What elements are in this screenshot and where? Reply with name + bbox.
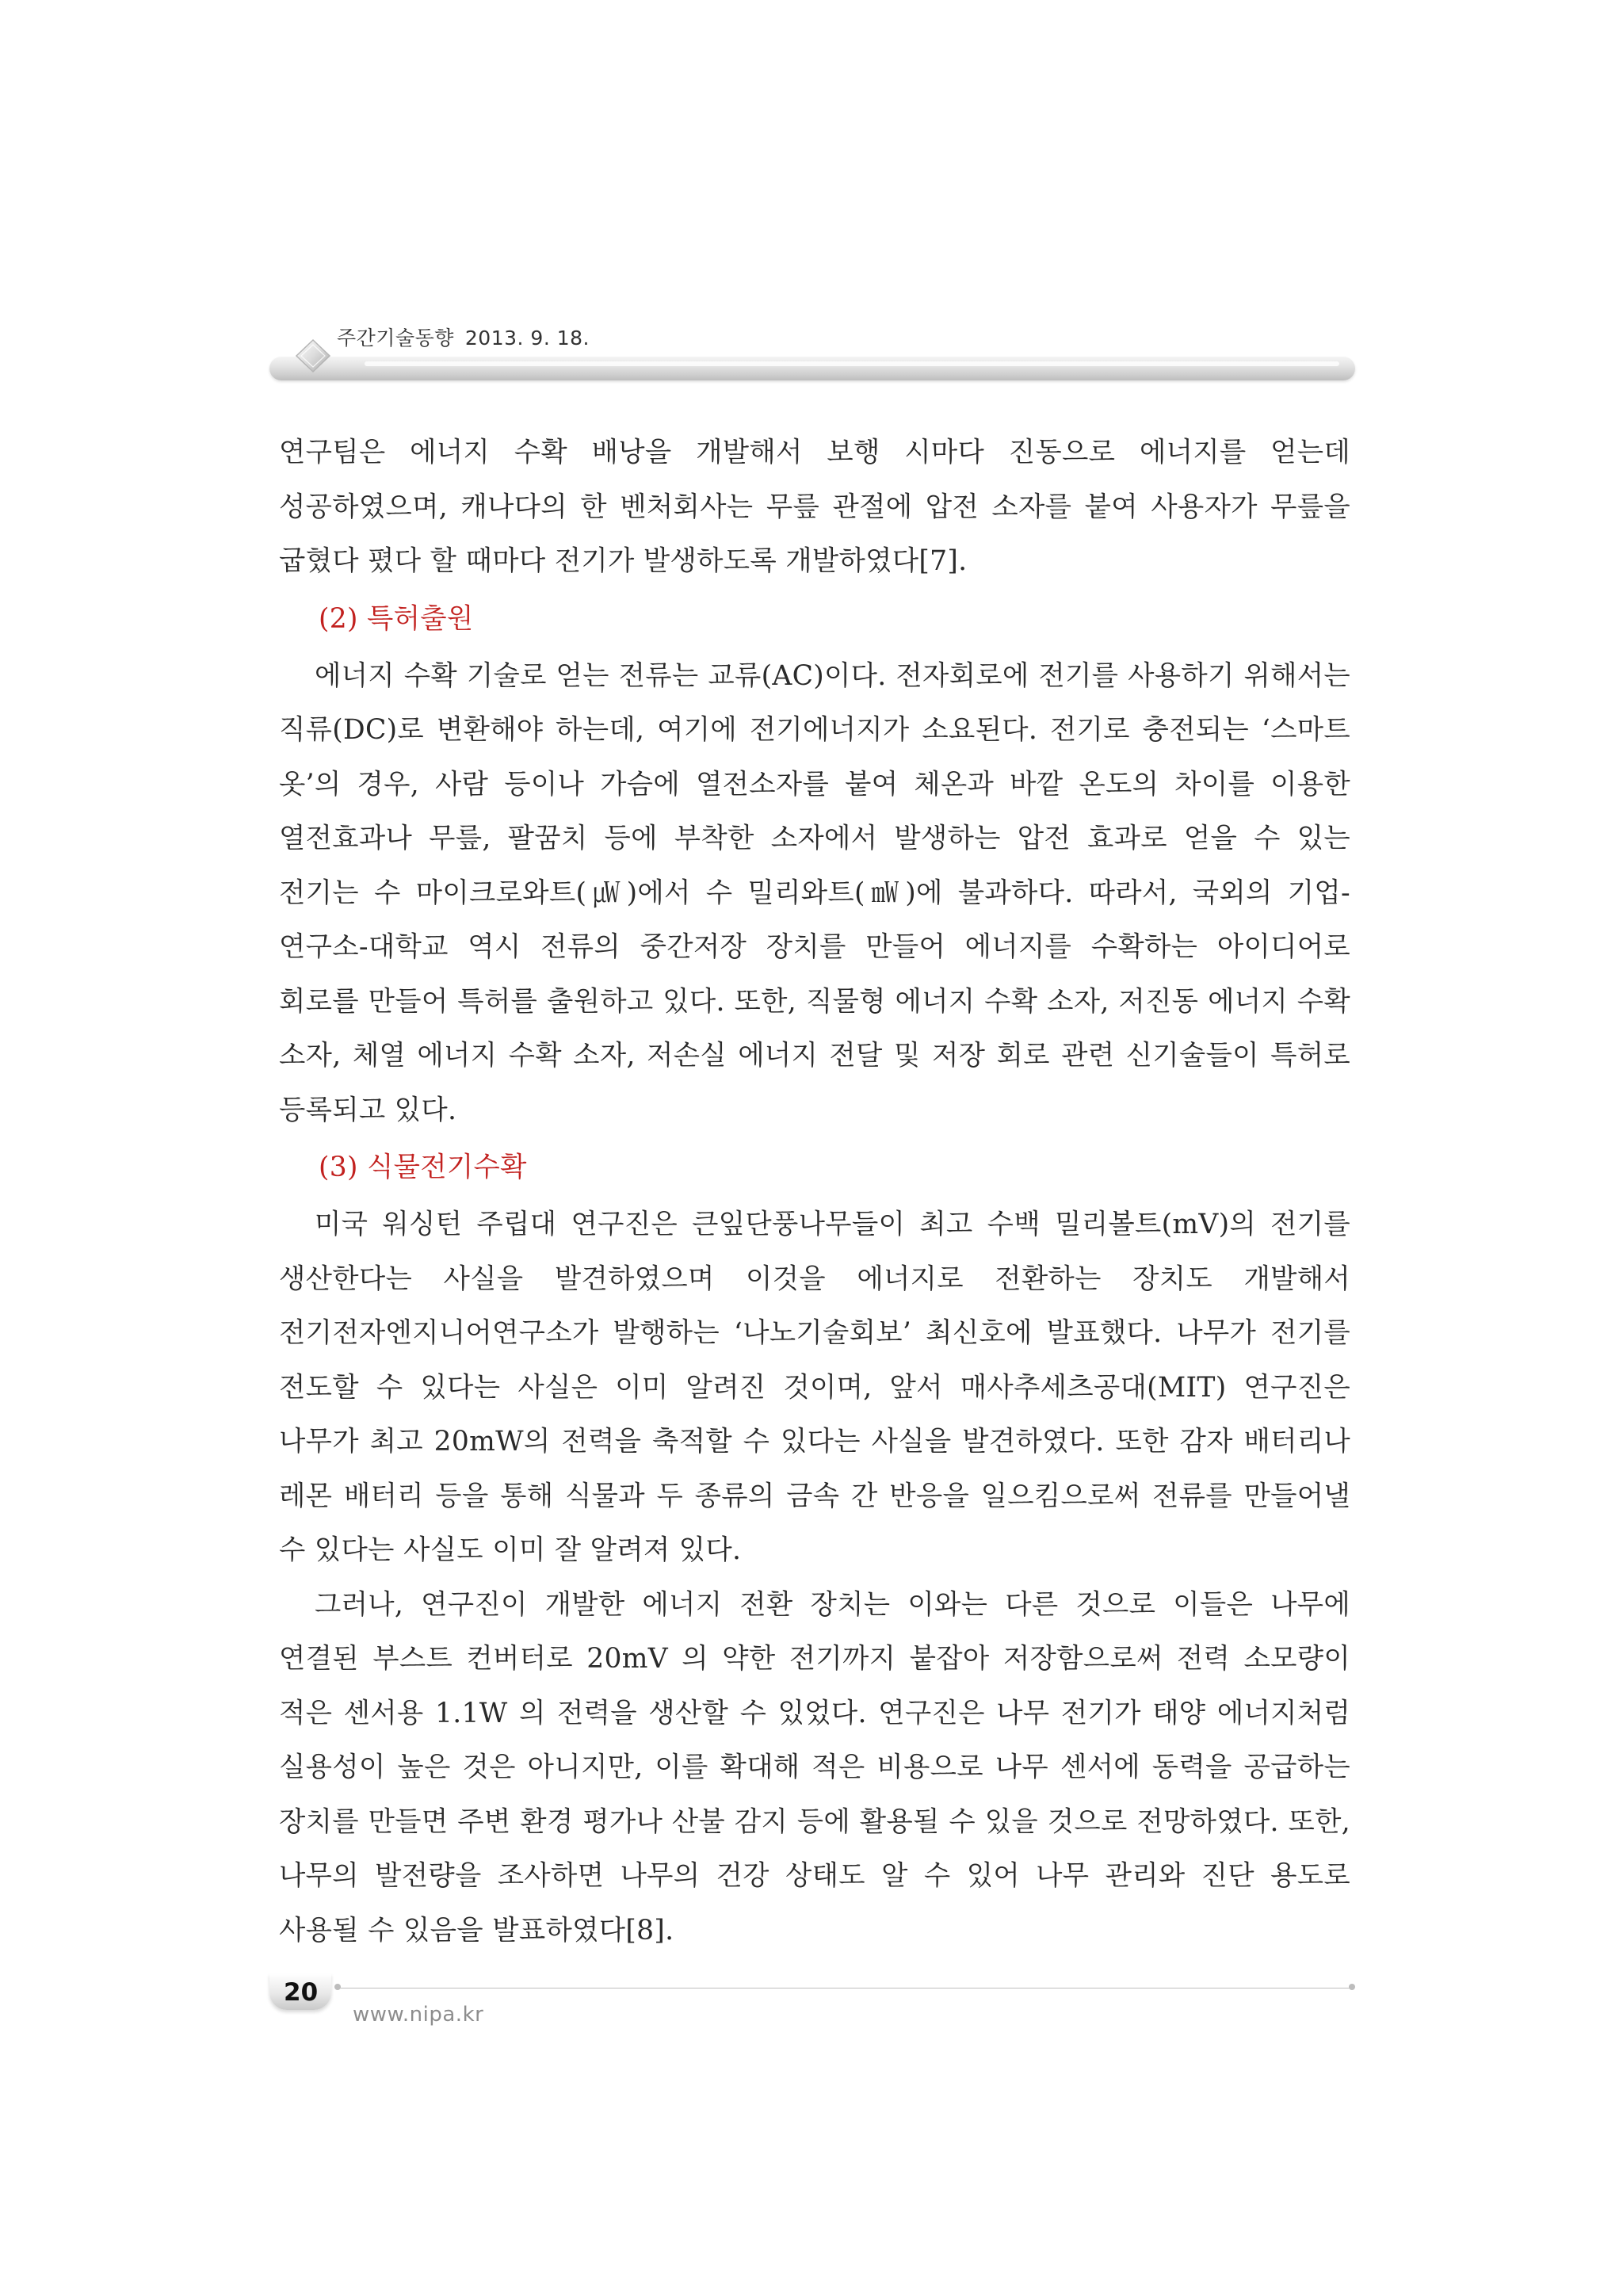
plant-energy-paragraph-2: 그러나, 연구진이 개발한 에너지 전환 장치는 이와는 다른 것으로 이들은 나무에 연결된 부스트 컨버터로 20mV 의 약한 전기까지 붙잡아 저장함으로써 전력 소모량이 적은 센서용 1.1W 의 전력을 생산할 수 있었다. 연구진은 나무 전기가 태양 에너지처럼 실용성이 높은 것은 아니지만, 이를 확대해 적은 비용으로 나무 센서에 동력을 공급하는 장치를 만들면 주변 환경 평가나 산불 감지 등에 활용될 수 있을 것으로 전망하였다. 또한, 나무의 발전량을 조사하면 나무의 건강 상태도 알 수 있어 나무 관리와 진단 용도로 사용될 수 있음을 발표하였다[8]. (279, 1588, 1350, 1946)
article-body (279, 426, 1350, 1958)
page-header (269, 313, 1355, 400)
footer-rule-dot-left (334, 1984, 341, 1990)
page-footer (269, 1966, 1359, 2037)
footer-rule-dot-right (1349, 1984, 1355, 1990)
section-heading-plant-energy: (3) 식물전기수확 (319, 1152, 527, 1183)
footer-url: www.nipa.kr (353, 2003, 484, 2027)
plant-energy-paragraph-1: 미국 워싱턴 주립대 연구진은 큰잎단풍나무들이 최고 수백 밀리볼트(mV)의 전기를 생산한다는 사실을 발견하였으며 이것을 에너지로 전환하는 장치도 개발해서 전기전자엔지니어연구소가 발행하는 ‘나노기술회보’ 최신호에 발표했다. 나무가 전기를 전도할 수 있다는 사실은 이미 알려진 것이며, 앞서 매사추세츠공대(MIT) 연구진은 나무가 최고 20mW의 전력을 축적할 수 있다는 사실을 발견하였다. 또한 감자 배터리나 레몬 배터리 등을 통해 식물과 두 종류의 금속 간 반응을 일으킴으로써 전류를 만들어낼 수 있다는 사실도 이미 잘 알려져 있다. (279, 1209, 1350, 1566)
publication-title: 주간기술동향 (337, 327, 454, 350)
intro-paragraph: 연구팀은 에너지 수확 배낭을 개발해서 보행 시마다 진동으로 에너지를 얻는데 성공하였으며, 캐나다의 한 벤처회사는 무릎 관절에 압전 소자를 붙여 사용자가 무릎을 굽혔다 폈다 할 때마다 전기가 발생하도록 개발하였다[7]. (279, 437, 1350, 577)
section-heading-patents: (2) 특허출원 (319, 602, 474, 635)
page-number-tab (269, 1973, 331, 2010)
page-number: 20 (284, 1978, 319, 2007)
patents-paragraph: 에너지 수확 기술로 얻는 전류는 교류(AC)이다. 전자회로에 전기를 사용하기 위해서는 직류(DC)로 변환해야 하는데, 여기에 전기에너지가 소요된다. 전기로 충전되는 ‘스마트 옷’의 경우, 사람 등이나 가슴에 열전소자를 붙여 체온과 바깥 온도의 차이를 이용한 열전효과나 무릎, 팔꿈치 등에 부착한 소자에서 발생하는 압전 효과로 얻을 수 있는 전기는 수 마이크로와트(㎼)에서 수 밀리와트(㎽)에 불과하다. 따라서, 국외의 기업-연구소-대학교 역시 전류의 중간저장 장치를 만들어 에너지를 수확하는 아이디어로 회로를 만들어 특허를 출원하고 있다. 또한, 직물형 에너지 수확 소자, 저진동 에너지 수확 소자, 체열 에너지 수확 소자, 저손실 에너지 전달 및 저장 회로 관련 신기술들이 특허로 등록되고 있다. (279, 659, 1350, 1126)
running-header (337, 323, 590, 351)
publication-date: 2013. 9. 18. (464, 327, 590, 350)
diamond-icon (293, 337, 333, 376)
header-rule (269, 357, 1355, 380)
